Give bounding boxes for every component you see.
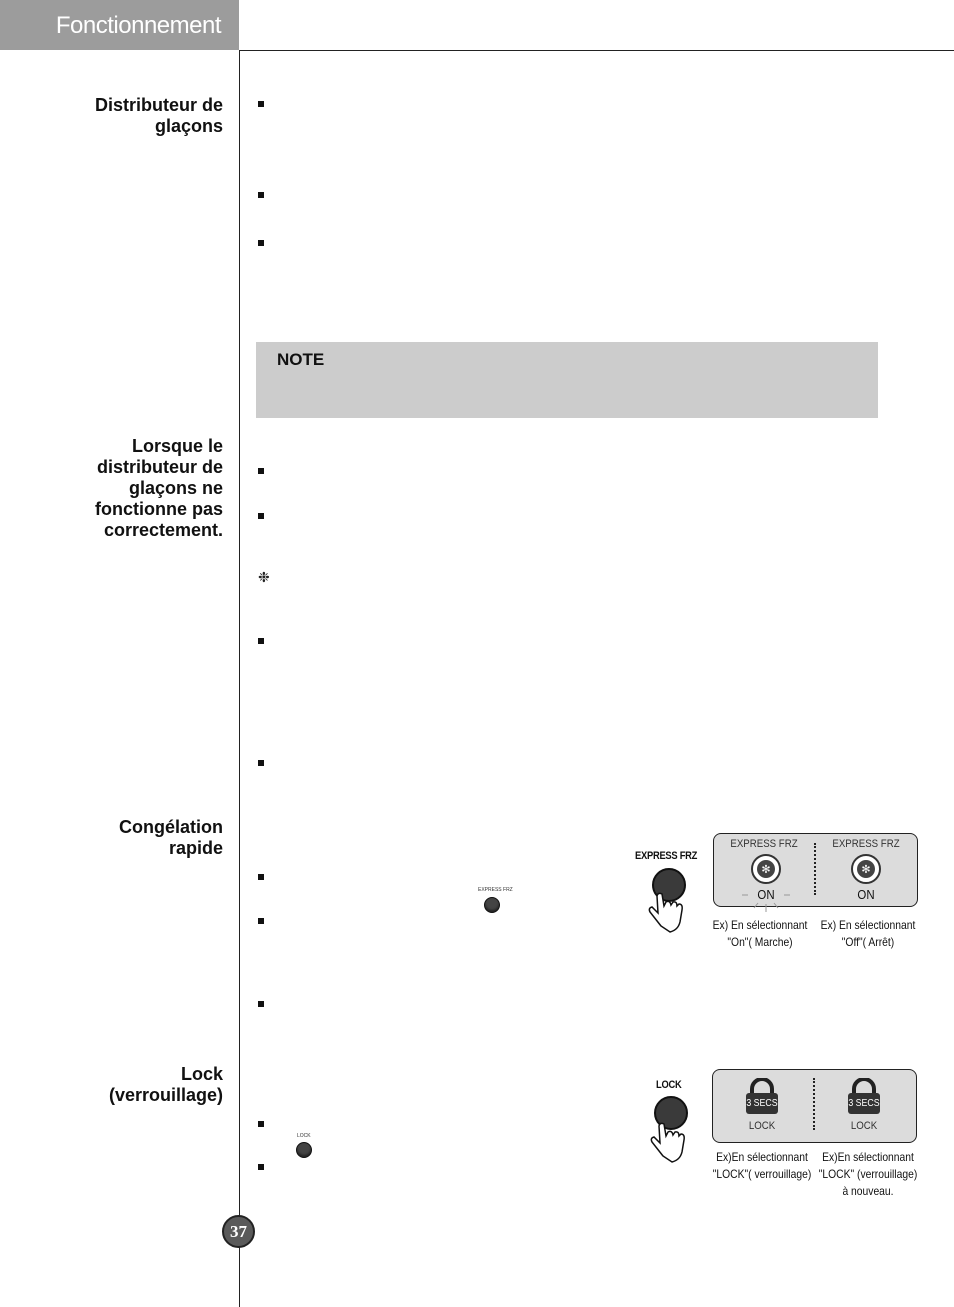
caption-line: "LOCK" (verrouillage) [818,1167,918,1181]
snowflake-fan-icon [750,853,782,885]
title-line: Congélation [119,817,223,837]
caption-express-off [816,917,919,951]
panel-label: EXPRESS FRZ [832,838,900,850]
title-line: distributeur de [96,457,223,477]
snowflake-fan-icon [850,853,882,885]
lock-diagram-label: LOCK [656,1079,682,1091]
lock-button[interactable] [296,1142,312,1158]
bullet-icon [258,638,264,644]
express-frz-button-label: EXPRESS FRZ [478,887,513,893]
panel-label: EXPRESS FRZ [730,838,798,850]
svg-text:✻: ✻ [761,863,771,876]
panel-label: LOCK [748,1120,776,1132]
snowflake-icon: ❉ [258,569,270,585]
page-number: 37 [222,1215,255,1248]
caption-line: Ex)En sélectionnant [716,1150,808,1164]
lock-button-label: LOCK [297,1133,311,1139]
caption-line: Ex)En sélectionnant [822,1150,914,1164]
panel-status: ON [857,887,875,902]
padlock-icon [744,1078,780,1116]
bullet-icon [258,1001,264,1007]
bullet-icon [258,874,264,880]
bullet-icon [258,513,264,519]
caption-lock [709,1149,816,1183]
note-box [256,342,878,418]
bullet-icon [258,760,264,766]
title-line: glaçons [154,116,223,136]
header-divider [239,50,954,51]
svg-text:✻: ✻ [861,863,871,876]
margin-divider [239,50,240,1307]
express-frz-diagram-label: EXPRESS FRZ [635,850,698,862]
bullet-icon [258,918,264,924]
bullet-icon [258,1164,264,1170]
section-title-lock [109,1064,223,1106]
section-title-ice-trouble [95,436,223,541]
caption-line: Ex) En sélectionnant [820,918,916,932]
caption-line: "LOCK"( verrouillage) [712,1167,812,1181]
title-line: Lorsque le [131,436,223,456]
lock-timer-badge: 3 SECS [848,1098,880,1109]
title-line: fonctionne pas [94,499,223,519]
panel-separator [814,843,816,895]
padlock-icon [846,1078,882,1116]
express-frz-button[interactable] [484,897,500,913]
panel-separator [813,1078,815,1130]
bullet-icon [258,240,264,246]
section-title-express-freeze [119,817,223,859]
title-line: Distributeur de [94,95,223,115]
title-line: (verrouillage) [108,1085,223,1105]
caption-line: "On"( Marche) [727,935,793,949]
lock-timer-badge: 3 SECS [746,1098,778,1109]
pointing-hand-icon [640,866,692,938]
title-line: glaçons ne [128,478,223,498]
note-label: NOTE [277,350,325,369]
caption-unlock [815,1149,922,1200]
panel-status: ON [757,887,775,902]
title-line: correctement. [103,520,223,540]
caption-line: "Off"( Arrêt) [841,935,895,949]
page-title: Fonctionnement [55,12,221,39]
bullet-icon [258,1121,264,1127]
panel-label: LOCK [850,1120,878,1132]
caption-express-on [708,917,811,951]
title-line: Lock [180,1064,223,1084]
glow-rays-icon [742,888,790,912]
pointing-hand-icon [642,1096,694,1168]
bullet-icon [258,101,264,107]
bullet-icon [258,468,264,474]
caption-line: Ex) En sélectionnant [712,918,808,932]
bullet-icon [258,192,264,198]
caption-line: à nouveau. [842,1184,894,1198]
section-title-ice-dispenser [95,95,223,137]
title-line: rapide [168,838,223,858]
